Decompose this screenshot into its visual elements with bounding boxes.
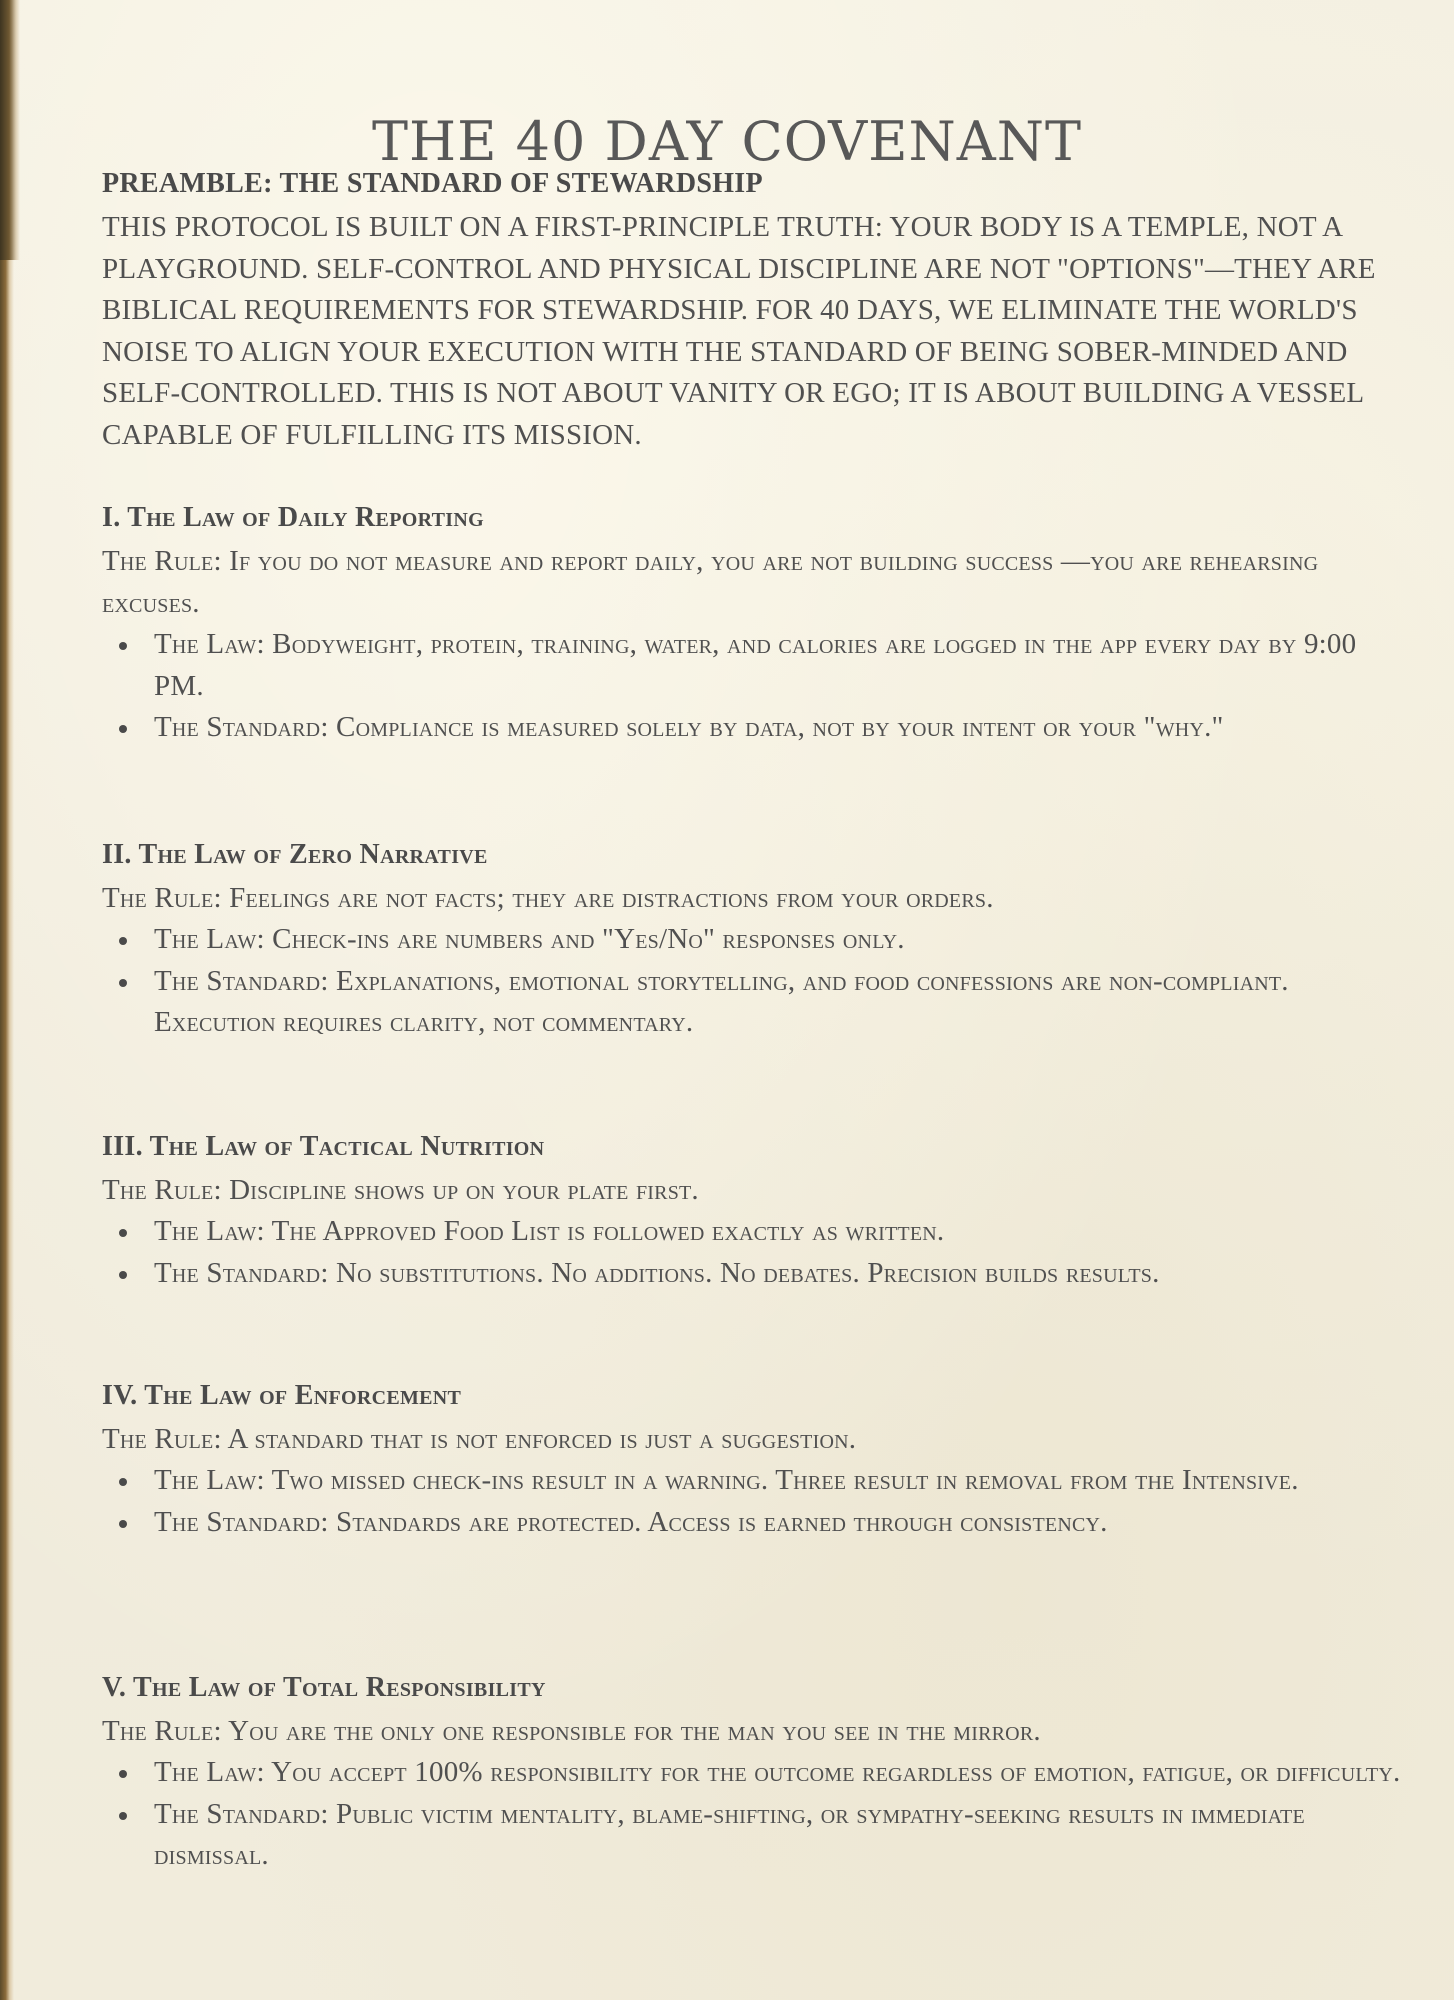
bullet-text: The Standard: Compliance is measured solely by data, not by your intent or your "why." bbox=[154, 711, 1224, 743]
bullet-dot-icon bbox=[119, 937, 127, 945]
section-2-heading: II. The Law of Zero Narrative bbox=[102, 839, 488, 870]
list-item bbox=[102, 1502, 1402, 1544]
bullet-text: The Law: Two missed check-ins result in a warning. Three result in removal from the Intensive. bbox=[154, 1464, 1299, 1496]
bullet-dot-icon bbox=[119, 1478, 127, 1486]
bullet-text: The Standard: Standards are protected. Access is earned through consistency. bbox=[154, 1505, 1108, 1538]
section-4-bullets bbox=[102, 1460, 1402, 1543]
bullet-dot-icon bbox=[119, 1229, 127, 1237]
bullet-text: The Standard: No substitutions. No additions. No debates. Precision builds results. bbox=[154, 1256, 1160, 1289]
section-5-rule: The Rule: You are the only one responsible for the man you see in the mirror. bbox=[102, 1715, 1041, 1747]
list-item bbox=[102, 1460, 1402, 1502]
list-item bbox=[102, 1253, 1402, 1295]
bullet-dot-icon bbox=[119, 1770, 127, 1778]
section-5-bullets bbox=[102, 1752, 1402, 1877]
list-item bbox=[102, 707, 1402, 749]
list-item bbox=[102, 961, 1302, 1044]
bullet-text: The Law: You accept 100% responsibility for the outcome regardless of emotion, fatigue, or difficulty. bbox=[154, 1756, 1401, 1788]
bullet-text: The Law: The Approved Food List is followed exactly as written. bbox=[154, 1215, 945, 1247]
section-3-heading: III. The Law of Tactical Nutrition bbox=[102, 1131, 545, 1162]
section-1-heading: I. The Law of Daily Reporting bbox=[102, 502, 484, 533]
section-3-bullets bbox=[102, 1211, 1402, 1294]
bullet-dot-icon bbox=[119, 642, 127, 650]
bullet-dot-icon bbox=[119, 979, 127, 987]
section-3-rule: The Rule: Discipline shows up on your plate first. bbox=[102, 1174, 699, 1206]
bullet-dot-icon bbox=[119, 725, 127, 733]
preamble-heading: PREAMBLE: THE STANDARD OF STEWARDSHIP bbox=[102, 168, 763, 199]
bullet-dot-icon bbox=[119, 1271, 127, 1279]
section-5-heading: V. The Law of Total Responsibility bbox=[102, 1672, 546, 1703]
list-item bbox=[102, 1794, 1402, 1877]
bullet-dot-icon bbox=[119, 1812, 127, 1820]
section-4-heading: IV. The Law of Enforcement bbox=[102, 1380, 462, 1411]
bullet-text: The Law: Check-ins are numbers and "Yes/No" responses only. bbox=[154, 923, 905, 955]
section-1-rule: The Rule: If you do not measure and report daily, you are not building success —you are rehearsing excuses. bbox=[102, 545, 1319, 619]
section-1-bullets bbox=[102, 624, 1402, 749]
list-item bbox=[102, 1752, 1402, 1794]
section-4-rule: The Rule: A standard that is not enforced is just a suggestion. bbox=[102, 1423, 857, 1455]
section-2-bullets bbox=[102, 919, 1302, 1044]
bullet-dot-icon bbox=[119, 1520, 127, 1528]
paper-edge-stain bbox=[0, 0, 14, 2000]
list-item bbox=[102, 919, 1302, 961]
list-item bbox=[102, 624, 1402, 707]
page-title: THE 40 DAY COVENANT bbox=[371, 110, 1083, 174]
list-item bbox=[102, 1211, 1402, 1253]
bullet-text: The Standard: Explanations, emotional storytelling, and food confessions are non-compliant. Execution requires clarity, not commentary. bbox=[154, 964, 1289, 1038]
bullet-text: The Standard: Public victim mentality, blame-shifting, or sympathy-seeking results in immediate dismissal. bbox=[154, 1797, 1305, 1871]
preamble-body: THIS PROTOCOL IS BUILT ON A FIRST-PRINCIPLE TRUTH: YOUR BODY IS A TEMPLE, NOT A PLAYGROUND. SELF-CONTROL AND PHYSICAL DISCIPLINE ARE NOT "OPTIONS"—THEY ARE BIBLICAL REQUIREMENTS FOR STEWARDSHIP. FOR 40 DAYS, WE ELIMINATE THE WORLD'S NOISE TO ALIGN YOUR EXECUTION WITH THE STANDARD OF BEING SOBER-MINDED AND SELF-CONTROLLED. THIS IS NOT ABOUT VANITY OR EGO; IT IS ABOUT BUILDING A VESSEL CAPABLE OF FULFILLING ITS MISSION. bbox=[102, 211, 1376, 451]
bullet-text: The Law: Bodyweight, protein, training, water, and calories are logged in the app every day by 9:00 PM. bbox=[154, 628, 1357, 702]
section-2-rule: The Rule: Feelings are not facts; they are distractions from your orders. bbox=[102, 882, 994, 914]
